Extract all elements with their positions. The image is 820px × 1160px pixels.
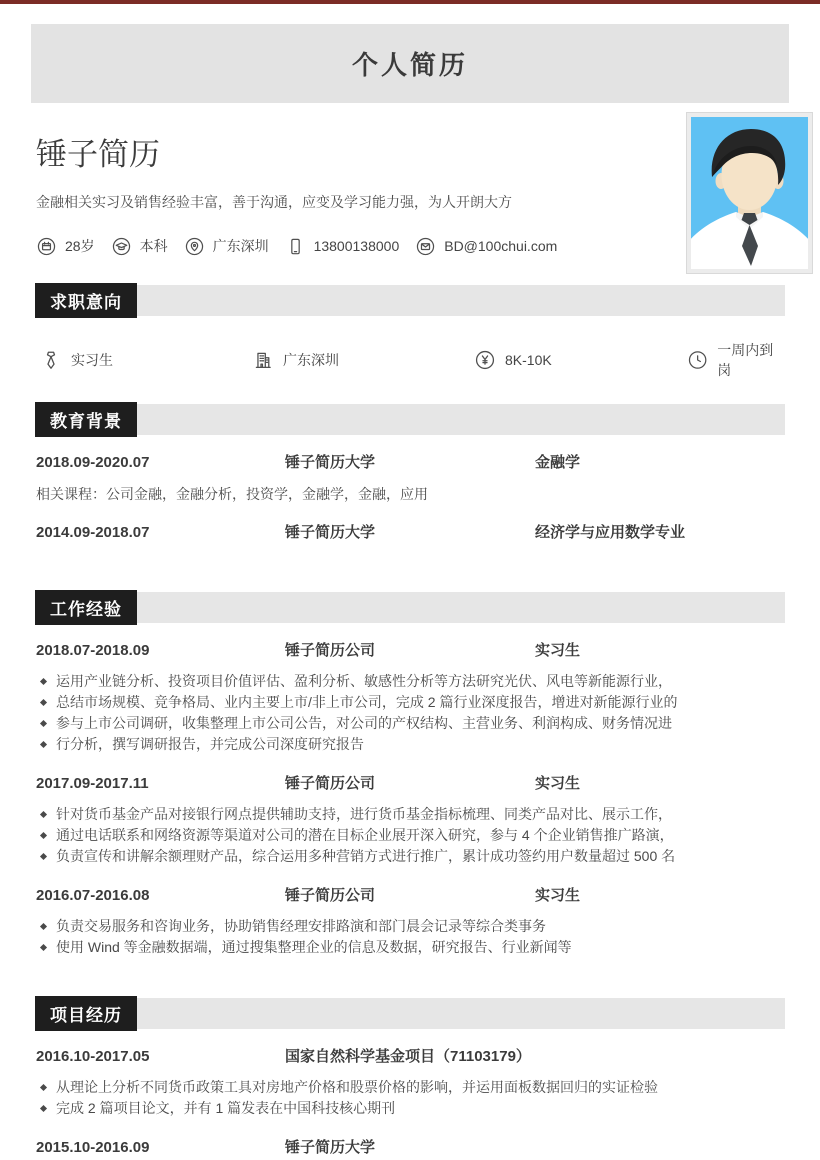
- entry-bullet: 参与上市公司调研，收集整理上市公司公告，对公司的产权结构、主营业务、利润构成、财务情况进: [36, 713, 785, 734]
- entry-organization: 锤子简历大学: [285, 1139, 376, 1156]
- degree-icon: [111, 236, 132, 257]
- resume-banner: [31, 24, 789, 103]
- entry-bullet: 负责交易服务和咨询业务，协助销售经理安排路演和部门晨会记录等综合类事务: [36, 916, 785, 937]
- phone-icon: [285, 236, 306, 257]
- section-title-education: 教育背景: [35, 402, 137, 437]
- education-entry-heading: [36, 453, 785, 473]
- intention-text: 一周内到岗: [717, 342, 774, 378]
- education-entries: [36, 453, 785, 543]
- section-job-intention-header: [35, 285, 785, 316]
- top-accent-line: [0, 0, 820, 4]
- entry-period: 2016.10-2017.05: [36, 1048, 150, 1065]
- section-education-header: [35, 404, 785, 435]
- job-intention-row: [36, 340, 785, 378]
- intention-text: 广东深圳: [283, 352, 339, 368]
- email-icon: [415, 236, 436, 257]
- education-entry-heading: [36, 523, 785, 543]
- entry-organization: 国家自然科学基金项目（71103179）: [285, 1048, 531, 1065]
- entry-bullet-list: [36, 671, 785, 755]
- intention-item: [40, 349, 252, 371]
- entry-role: 经济学与应用数学专业: [535, 524, 686, 541]
- tie-icon: [40, 349, 62, 371]
- entry-period: 2017.09-2017.11: [36, 775, 149, 792]
- entry-role: 实习生: [535, 642, 581, 659]
- candidate-summary: 金融相关实习及销售经验丰富，善于沟通，应变及学习能力强，为人开朗大方: [36, 194, 512, 210]
- entry-role: 实习生: [535, 775, 581, 792]
- entry-bullet: 负责宣传和讲解余额理财产品，综合运用多种营销方式进行推广，累计成功签约用户数量超过 500 名: [36, 846, 785, 867]
- entry-bullet: 使用 Wind 等金融数据端，通过搜集整理企业的信息及数据，研究报告、行业新闻等: [36, 937, 785, 958]
- contact-text: BD@100chui.com: [444, 238, 558, 254]
- entry-bullet: 针对货币基金产品对接银行网点提供辅助支持，进行货币基金指标梳理、同类产品对比、展示工作，: [36, 804, 785, 825]
- location-icon: [184, 236, 205, 257]
- section-work-header: [35, 592, 785, 623]
- page-title: 个人简历: [351, 50, 468, 80]
- entry-period: 2015.10-2016.09: [36, 1139, 150, 1156]
- entry-bullet: 通过电话联系和网络资源等渠道对公司的潜在目标企业展开深入研究，参与 4 个企业销售推广路演，: [36, 825, 785, 846]
- work-entries: [36, 641, 785, 958]
- entry-role: 金融学: [535, 454, 581, 471]
- entry-bullet: 总结市场规模、竞争格局、业内主要上市/非上市公司，完成 2 篇行业深度报告，增进对新能源行业的: [36, 692, 785, 713]
- male-avatar-illustration: [691, 117, 808, 269]
- entry-bullet-list: [36, 804, 785, 867]
- contact-text: 广东深圳: [212, 238, 269, 254]
- contact-item: [36, 236, 95, 257]
- section-title-project: 项目经历: [35, 996, 137, 1031]
- intention-text: 8K-10K: [505, 352, 552, 368]
- profile-photo: [687, 113, 812, 273]
- work-entry-heading: [36, 641, 785, 661]
- entry-organization: 锤子简历大学: [285, 454, 376, 471]
- project-entry-heading: [36, 1047, 785, 1067]
- entry-organization: 锤子简历公司: [285, 775, 376, 792]
- contact-item: [184, 236, 269, 257]
- intention-item: [252, 349, 474, 371]
- entry-role: 实习生: [535, 887, 581, 904]
- candidate-name: 锤子简历: [36, 137, 160, 172]
- work-entry-heading: [36, 774, 785, 794]
- work-entry-heading: [36, 886, 785, 906]
- entry-bullet: 行分析，撰写调研报告，并完成公司深度研究报告: [36, 734, 785, 755]
- salary-icon: [474, 349, 496, 371]
- entry-bullet: 运用产业链分析、投资项目价值评估、盈利分析、敏感性分析等方法研究光伏、风电等新能源行业，: [36, 671, 785, 692]
- intention-text: 实习生: [71, 352, 113, 368]
- intention-item: [687, 340, 785, 380]
- contact-text: 28岁: [65, 238, 95, 254]
- contact-text: 本科: [139, 238, 168, 254]
- entry-bullet-list: [36, 916, 785, 958]
- entry-period: 2018.07-2018.09: [36, 642, 150, 659]
- entry-bullet: 完成 2 篇项目论文，并有 1 篇发表在中国科技核心期刊: [36, 1098, 785, 1119]
- entry-bullet: 从理论上分析不同货币政策工具对房地产价格和股票价格的影响，并运用面板数据回归的实证检验: [36, 1077, 785, 1098]
- contact-item: [285, 236, 400, 257]
- intention-item: [474, 349, 687, 371]
- entry-organization: 锤子简历大学: [285, 524, 376, 541]
- entry-period: 2016.07-2016.08: [36, 887, 150, 904]
- entry-bullet-list: [36, 1077, 785, 1119]
- contact-row: [36, 235, 785, 257]
- entry-period: 2018.09-2020.07: [36, 454, 150, 471]
- project-entry-heading: [36, 1138, 785, 1158]
- calendar-icon: [36, 236, 57, 257]
- entry-organization: 锤子简历公司: [285, 642, 376, 659]
- section-title-job-intention: 求职意向: [35, 283, 137, 318]
- clock-icon: [687, 349, 708, 371]
- building-icon: [252, 349, 274, 371]
- entry-period: 2014.09-2018.07: [36, 524, 150, 541]
- section-project-header: [35, 998, 785, 1029]
- project-entries: [36, 1047, 785, 1158]
- contact-item: [415, 236, 557, 257]
- entry-organization: 锤子简历公司: [285, 887, 376, 904]
- entry-note: 相关课程：公司金融，金融分析，投资学，金融学，金融，应用: [36, 486, 428, 502]
- section-title-work: 工作经验: [35, 590, 137, 625]
- contact-text: 13800138000: [313, 238, 400, 254]
- contact-item: [111, 236, 168, 257]
